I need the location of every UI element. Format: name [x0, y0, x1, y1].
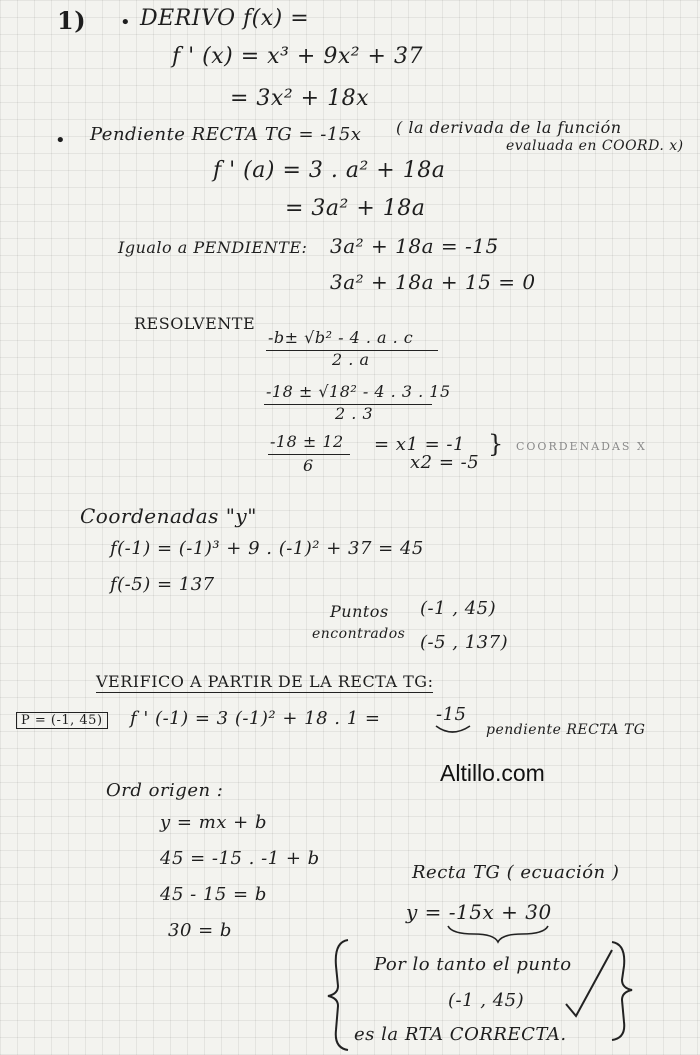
- slope-intro: Pendiente RECTA TG = -15x: [90, 124, 362, 145]
- verify-title: VERIFICO A PARTIR DE LA RECTA TG:: [96, 672, 434, 691]
- derivative-line-2: = 3x² + 18x: [230, 86, 369, 111]
- puntos-label-1: Puntos: [330, 602, 389, 621]
- iguala-label: Igualo a PENDIENTE:: [118, 238, 308, 257]
- ordenada-title: Ord origen :: [106, 780, 224, 801]
- header-bullet: •: [120, 12, 132, 33]
- root-x2: x2 = -5: [410, 452, 480, 473]
- point-box: P = (-1, 45): [16, 712, 108, 729]
- ordenada-line-2: 45 = -15 . -1 + b: [160, 848, 320, 869]
- left-brace: [328, 940, 348, 1050]
- derivo-heading: DERIVO f(x) =: [140, 6, 310, 31]
- ordenada-line-3: 45 - 15 = b: [160, 884, 267, 905]
- right-brace: [612, 942, 632, 1040]
- recta-equation: y = -15x + 30: [406, 900, 552, 924]
- verify-result: -15: [436, 704, 467, 725]
- ordenada-line-4: 30 = b: [168, 920, 232, 941]
- resolvente-label: RESOLVENTE: [134, 314, 256, 333]
- recta-title: Recta TG ( ecuación ): [412, 862, 620, 883]
- point-1: (-1 , 45): [420, 598, 497, 619]
- conclusion-line-3: es la RTA CORRECTA.: [354, 1024, 567, 1045]
- underbrace: [448, 926, 548, 942]
- simplified-numerator: -18 ± 12: [270, 432, 344, 451]
- formula-denominator: 2 . a: [332, 350, 370, 369]
- equation-zero: 3a² + 18a + 15 = 0: [330, 270, 536, 294]
- point-2: (-5 , 137): [420, 632, 509, 653]
- result-arc: [436, 726, 470, 732]
- simplified-denominator: 6: [303, 456, 314, 475]
- coord-x-label: COORDENADAS X: [516, 440, 647, 453]
- y-value-2: f(-5) = 137: [110, 574, 215, 595]
- root-x1: = x1 = -1: [374, 434, 465, 455]
- watermark: Altillo.com: [440, 760, 545, 786]
- puntos-label-2: encontrados: [312, 626, 406, 642]
- verify-result-label: pendiente RECTA TG: [486, 722, 646, 738]
- slope-note-2: evaluada en COORD. x): [506, 138, 684, 154]
- coord-y-title: Coordenadas "y": [80, 504, 257, 528]
- check-mark: [566, 950, 612, 1016]
- iguala-equation: 3a² + 18a = -15: [330, 234, 499, 258]
- conclusion-line-1: Por lo tanto el punto: [374, 954, 572, 975]
- ordenada-line-1: y = mx + b: [160, 812, 267, 833]
- fa-line-1: f ' (a) = 3 . a² + 18a: [213, 158, 446, 183]
- conclusion-line-2: (-1 , 45): [448, 990, 525, 1011]
- y-value-1: f(-1) = (-1)³ + 9 . (-1)² + 37 = 45: [110, 538, 424, 559]
- slope-bullet: •: [55, 130, 67, 151]
- verify-equation: f ' (-1) = 3 (-1)² + 18 . 1 =: [130, 708, 381, 729]
- exercise-number: 1): [57, 6, 87, 35]
- roots-brace: }: [488, 430, 504, 458]
- derivative-line-1: f ' (x) = x³ + 9x² + 37: [172, 44, 423, 69]
- substitution-numerator: -18 ± √18² - 4 . 3 . 15: [266, 382, 451, 401]
- slope-note-1: ( la derivada de la función: [396, 118, 622, 137]
- fa-line-2: = 3a² + 18a: [285, 196, 426, 221]
- formula-numerator: -b± √b² - 4 . a . c: [268, 328, 414, 347]
- substitution-denominator: 2 . 3: [335, 404, 374, 423]
